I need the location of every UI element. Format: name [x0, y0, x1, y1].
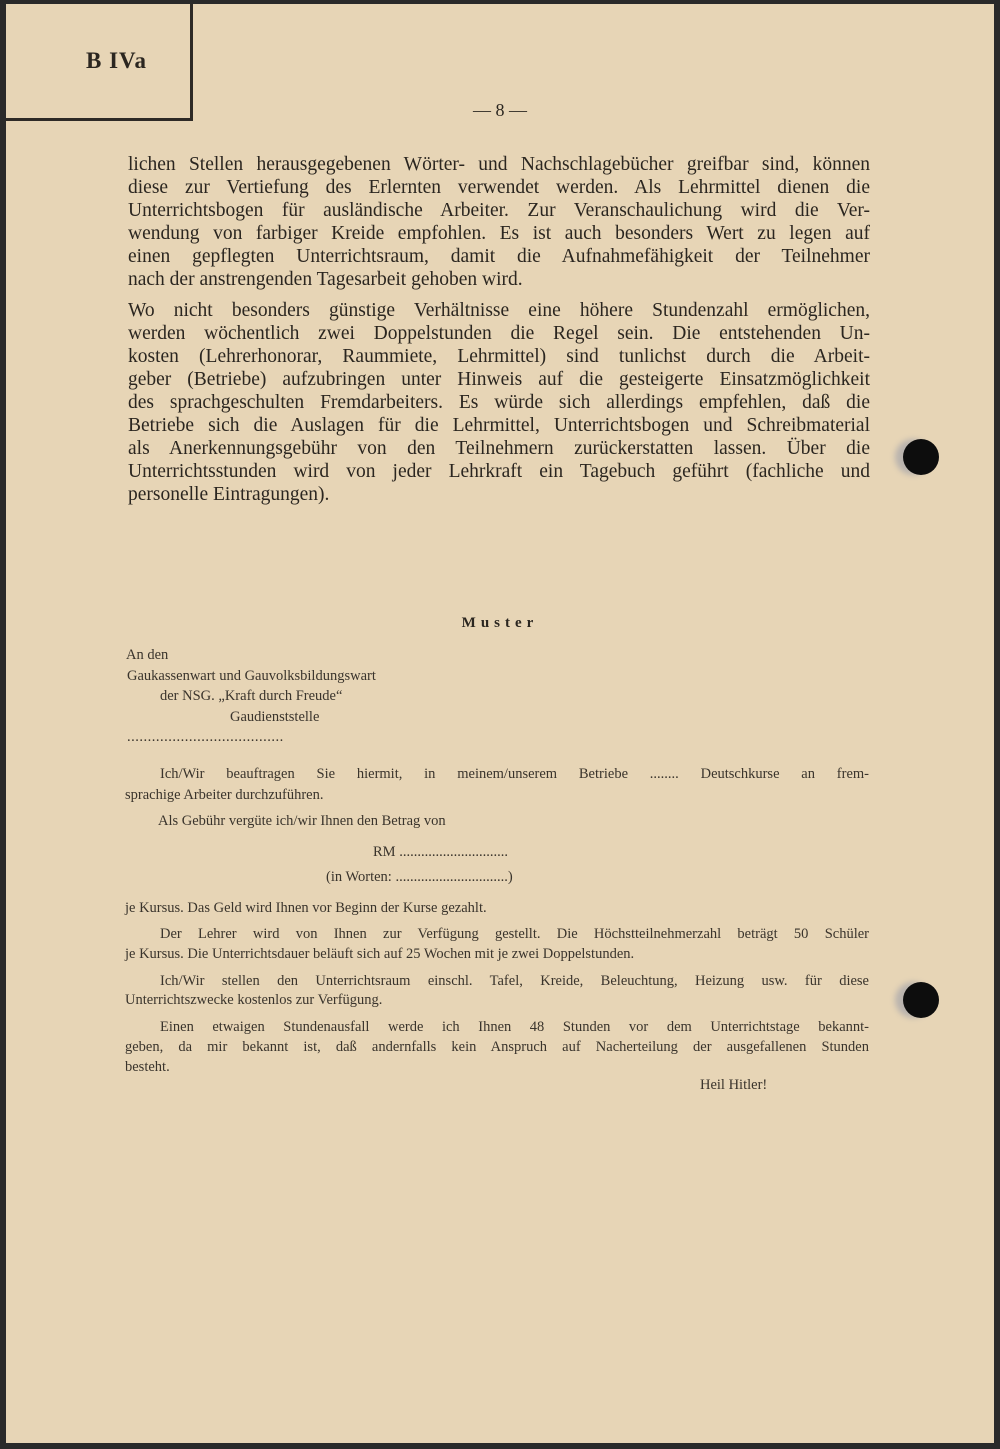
- form-line: je Kursus. Das Geld wird Ihnen vor Beginn der Kurse gezahlt.: [125, 900, 487, 916]
- address-line: Gaukassenwart und Gauvolksbildungswart: [127, 668, 376, 684]
- text-line: nach der anstrengenden Tagesarbeit gehoben wird.: [128, 269, 523, 290]
- punch-hole: [903, 982, 939, 1018]
- form-line: Als Gebühr vergüte ich/wir Ihnen den Betrag von: [158, 813, 446, 829]
- text-line: kosten (Lehrerhonorar, Raummiete, Lehrmittel) sind tunlichst durch die Arbeit-: [128, 346, 870, 367]
- text-line: wendung von farbiger Kreide empfohlen. Es ist auch besonders Wert zu legen auf: [128, 223, 870, 244]
- page-number: — 8 —: [473, 100, 527, 120]
- form-title: Muster: [461, 615, 539, 631]
- address-blank: ......................................: [127, 729, 284, 745]
- text-line: lichen Stellen herausgegebenen Wörter- und Nachschlagebücher greifbar sind, können: [128, 154, 870, 175]
- form-line: Der Lehrer wird von Ihnen zur Verfügung gestellt. Die Höchstteilnehmerzahl beträgt 50 Schüler: [160, 926, 869, 942]
- form-line: Ich/Wir beauftragen Sie hiermit, in meinem/unserem Betriebe ........ Deutschkurse an frem-: [160, 766, 869, 782]
- text-line: werden wöchentlich zwei Doppelstunden die Regel sein. Die entstehenden Un-: [128, 323, 870, 344]
- text-line: als Anerkennungsgebühr von den Teilnehmern zurückerstatten lassen. Über die: [128, 438, 870, 459]
- punch-hole: [903, 439, 939, 475]
- section-code: B IVa: [86, 48, 148, 73]
- amount-words-field: (in Worten: ...............................): [326, 869, 513, 885]
- form-line: Ich/Wir stellen den Unterrichtsraum einschl. Tafel, Kreide, Beleuchtung, Heizung usw. für diese: [160, 973, 869, 989]
- form-line: Einen etwaigen Stundenausfall werde ich Ihnen 48 Stunden vor dem Unterrichtstage bekannt-: [160, 1019, 869, 1035]
- form-line: je Kursus. Die Unterrichtsdauer beläuft sich auf 25 Wochen mit je zwei Doppelstunden.: [125, 946, 635, 962]
- closing: Heil Hitler!: [700, 1077, 768, 1093]
- text-line: Unterrichtsstunden wird von jeder Lehrkraft ein Tagebuch geführt (fachliche und: [128, 461, 870, 482]
- form-line: besteht.: [125, 1059, 170, 1075]
- text-line: geber (Betriebe) aufzubringen unter Hinweis auf die gesteigerte Einsatzmöglichkeit: [128, 369, 870, 390]
- paragraph-2: [128, 299, 870, 506]
- text-line: Unterrichtsbogen für ausländische Arbeiter. Zur Veranschaulichung wird die Ver-: [128, 200, 870, 221]
- paragraph-1: [128, 153, 870, 291]
- amount-field: RM ..............................: [373, 844, 508, 860]
- text-line: einen gepflegten Unterrichtsraum, damit die Aufnahmefähigkeit der Teilnehmer: [128, 246, 870, 267]
- text-line: personelle Eintragungen).: [128, 484, 330, 505]
- text-line: diese zur Vertiefung des Erlernten verwendet werden. Als Lehrmittel dienen die: [128, 177, 870, 198]
- text-line: Betriebe sich die Auslagen für die Lehrmittel, Unterrichtsbogen und Schreibmaterial: [128, 415, 870, 436]
- form-line: sprachige Arbeiter durchzuführen.: [125, 787, 324, 803]
- text-line: Wo nicht besonders günstige Verhältnisse eine höhere Stundenzahl ermöglichen,: [128, 300, 870, 321]
- address-line: der NSG. „Kraft durch Freude“: [160, 688, 343, 704]
- form-line: geben, da mir bekannt ist, daß andernfalls kein Anspruch auf Nacherteilung der ausgefallenen Stunden: [125, 1039, 869, 1055]
- address-line: Gaudienststelle: [230, 709, 320, 725]
- address-line: An den: [126, 647, 169, 663]
- form-line: Unterrichtszwecke kostenlos zur Verfügung.: [125, 992, 383, 1008]
- text-line: des sprachgeschulten Fremdarbeiters. Es würde sich allerdings empfehlen, daß die: [128, 392, 870, 413]
